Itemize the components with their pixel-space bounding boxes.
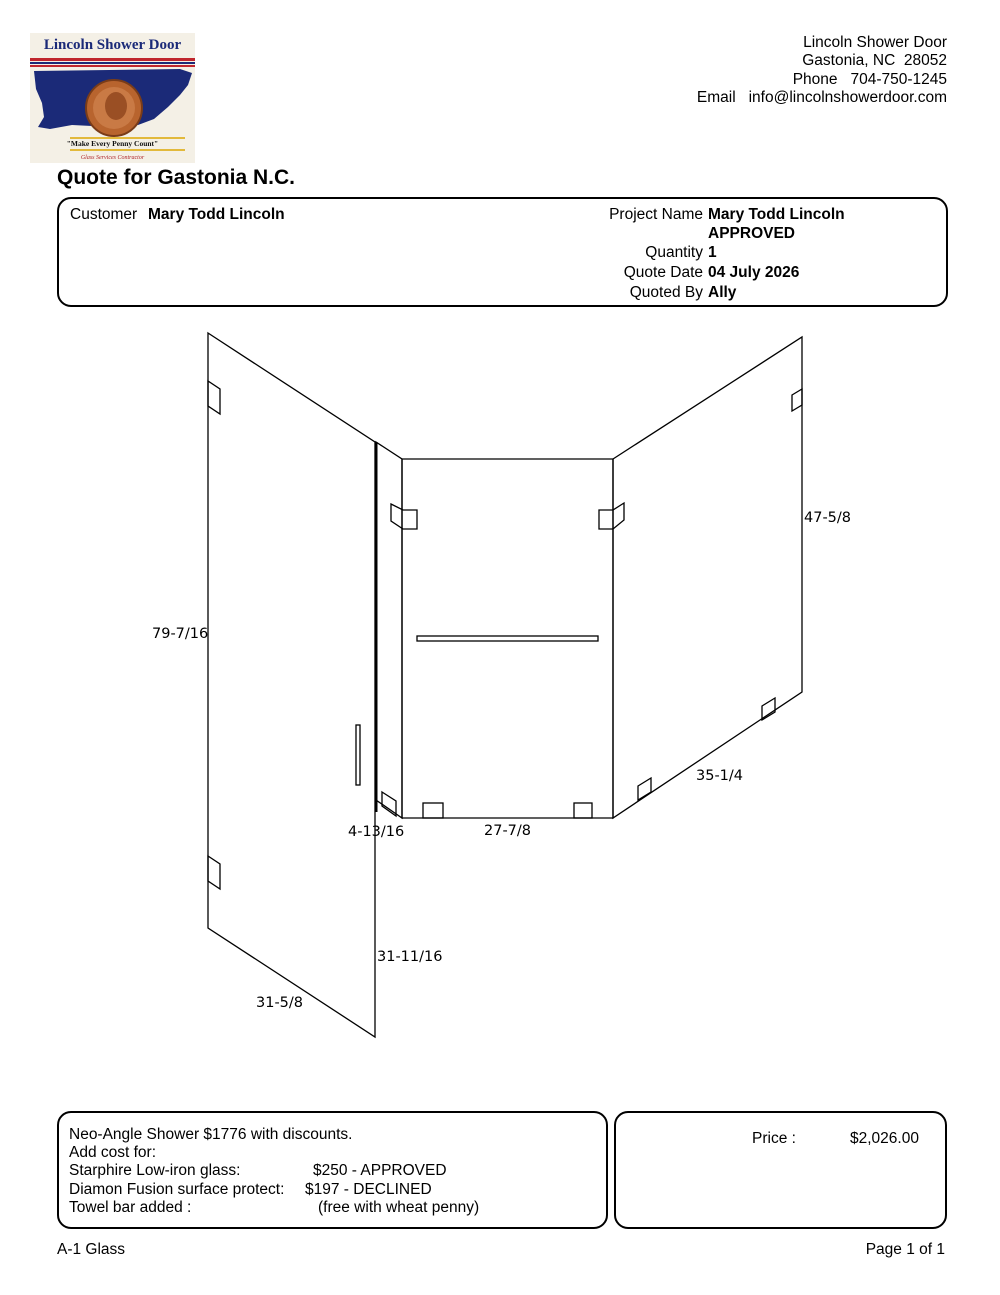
hinge-clip-left xyxy=(391,504,417,529)
notes-item xyxy=(69,1198,480,1217)
quoted-by-value: Ally xyxy=(708,284,737,301)
project-name-value: Mary Todd Lincoln xyxy=(708,206,845,223)
quote-date-value: 04 July 2026 xyxy=(708,264,800,281)
notes-item xyxy=(69,1180,432,1199)
price-value: $2,026.00 xyxy=(850,1130,919,1147)
customer-value: Mary Todd Lincoln xyxy=(148,206,285,223)
dim-right-panel: 35-1/4 xyxy=(696,768,744,784)
notes-item-value: (free with wheat penny) xyxy=(318,1198,480,1216)
dim-small-panel: 4-13/16 xyxy=(348,824,405,840)
notes-line: Add cost for: xyxy=(69,1144,157,1162)
right-clip-top xyxy=(792,389,802,411)
page-number: Page 1 of 1 xyxy=(865,1241,945,1258)
notes-item-value: $250 - APPROVED xyxy=(313,1162,447,1180)
notes-item-value: $197 - DECLINED xyxy=(305,1180,432,1198)
dim-center-panel: 27-7/8 xyxy=(484,823,532,839)
logo-tagline: Glass Services Contractor xyxy=(80,155,145,161)
door-handle xyxy=(356,725,360,785)
floor-clip-left xyxy=(423,803,443,818)
dim-door-width: 31-5/8 xyxy=(256,995,304,1011)
page-title: Quote for Gastonia N.C. xyxy=(57,166,296,189)
notes-item-label: Towel bar added : xyxy=(69,1198,192,1216)
company-email[interactable]: Email info@lincolnshowerdoor.com xyxy=(696,88,947,106)
company-phone: Phone 704-750-1245 xyxy=(792,70,947,88)
quantity-label: Quantity xyxy=(645,244,703,261)
center-panel xyxy=(402,459,613,818)
small-return-panel xyxy=(376,442,402,818)
quote-date-label: Quote Date xyxy=(623,264,703,281)
project-name-label: Project Name xyxy=(609,206,703,223)
right-panel xyxy=(613,337,802,818)
quantity-value: 1 xyxy=(708,244,717,261)
door-hinge-top xyxy=(208,381,220,414)
customer-label: Customer xyxy=(70,206,138,223)
price-label: Price : xyxy=(752,1130,796,1147)
company-city: Gastonia, NC 28052 xyxy=(802,52,947,70)
project-status: APPROVED xyxy=(708,225,795,242)
door-panel xyxy=(208,333,375,1037)
notes-item-label: Starphire Low-iron glass: xyxy=(69,1162,241,1180)
price-box xyxy=(614,1111,947,1229)
towel-bar xyxy=(417,636,598,641)
quoted-by-label: Quoted By xyxy=(629,284,703,301)
door-hinge-bottom xyxy=(208,856,220,889)
dim-right-height: 47-5/8 xyxy=(804,510,852,526)
dim-height: 79-7/16 xyxy=(152,626,209,642)
hinge-clip-right xyxy=(599,503,624,529)
right-clip-bottom xyxy=(638,778,651,800)
floor-clip-right xyxy=(574,803,592,818)
footer-company: A-1 Glass xyxy=(57,1241,126,1258)
logo-title: Lincoln Shower Door xyxy=(43,37,182,53)
company-name: Lincoln Shower Door xyxy=(803,34,947,51)
notes-item-label: Diamon Fusion surface protect: xyxy=(69,1180,285,1198)
dim-door-height: 31-11/16 xyxy=(377,949,443,965)
notes-text xyxy=(69,1126,480,1217)
logo-motto: "Make Every Penny Count" xyxy=(66,139,159,148)
notes-line: Neo-Angle Shower $1776 with discounts. xyxy=(69,1126,353,1143)
notes-item xyxy=(69,1162,447,1180)
